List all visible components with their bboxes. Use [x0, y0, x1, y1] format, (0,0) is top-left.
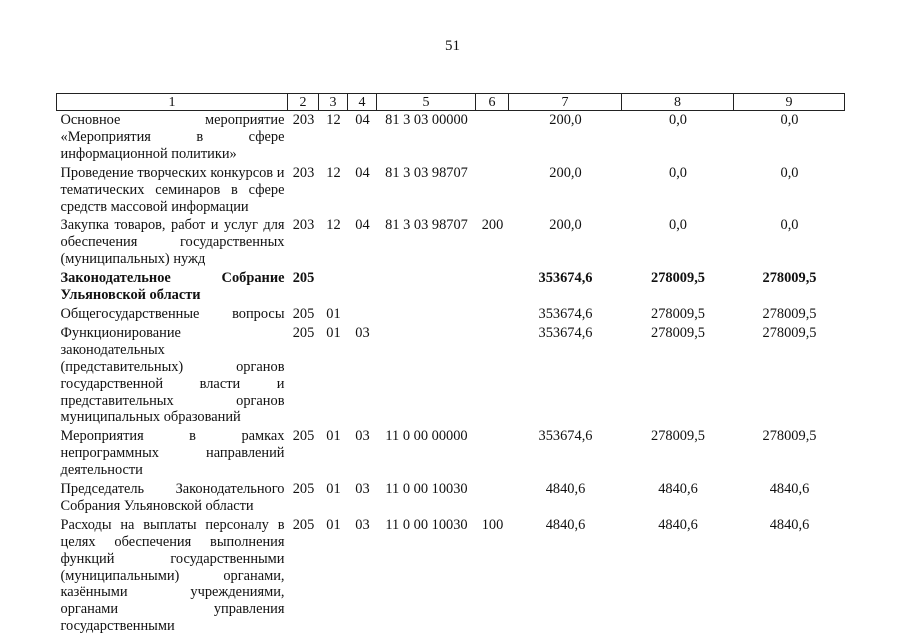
row-name: Расходы на выплаты персоналу в целях обеспечения выполнения функций государственными (муниципальными) органами, казёнными учреждениями, органами управления государственными: [60, 516, 285, 635]
row-name: Мероприятия в рамках непрограммных направлений деятельности: [60, 428, 285, 479]
cell-amount-col8: 4840,6: [658, 481, 698, 498]
cell-amount-col9: 278009,5: [762, 428, 817, 445]
cell-admin-code: 203: [292, 164, 315, 181]
cell-amount-col8: 278009,5: [651, 305, 705, 322]
row-name: Функционирование законодательных (представительных) органов государственной власти и представительных органов муниципальных образований: [60, 324, 285, 426]
table-row: [57, 516, 845, 636]
cell-target-article: 11 0 00 00000: [385, 428, 468, 445]
cell-amount-col9: 278009,5: [762, 305, 817, 322]
table-row: [57, 480, 845, 516]
cell-amount-col8: 278009,5: [651, 324, 705, 341]
cell-amount-col7: 353674,6: [538, 305, 593, 322]
cell-section: [319, 269, 348, 305]
cell-amount-col7: 200,0: [549, 164, 582, 181]
col-header-6: 6: [476, 94, 509, 111]
table-row: [57, 111, 845, 164]
cell-amount-col9: 4840,6: [769, 481, 810, 498]
cell-expense-type: [476, 269, 509, 305]
cell-amount-col9: 0,0: [780, 164, 799, 181]
cell-admin-code: 205: [292, 481, 315, 498]
cell-amount-col9: 0,0: [780, 217, 799, 234]
cell-section: 01: [326, 481, 341, 498]
cell-section: 12: [326, 164, 341, 181]
budget-table: [56, 93, 845, 636]
cell-amount-col7: 4840,6: [545, 516, 586, 533]
cell-section: 12: [326, 217, 341, 234]
cell-amount-col8: 278009,5: [651, 270, 705, 287]
table-row: [57, 216, 845, 269]
cell-target-article: 11 0 00 10030: [385, 481, 468, 498]
cell-section: 01: [326, 305, 341, 322]
table-row: [57, 427, 845, 480]
cell-expense-type: [476, 305, 509, 324]
cell-amount-col8: 0,0: [669, 164, 687, 181]
cell-amount-col7: 353674,6: [538, 324, 593, 341]
cell-amount-col7: 353674,6: [538, 270, 593, 287]
cell-admin-code: 203: [292, 112, 315, 128]
cell-section: 12: [326, 112, 341, 128]
col-header-3: 3: [319, 94, 348, 111]
cell-expense-type: 100: [481, 516, 504, 533]
table-row: [57, 269, 845, 305]
col-header-4: 4: [348, 94, 377, 111]
row-name: Законодательное Собрание Ульяновской области: [60, 270, 285, 304]
cell-target-article: 11 0 00 10030: [385, 516, 468, 533]
cell-expense-type: [476, 427, 509, 480]
col-header-7: 7: [509, 94, 622, 111]
cell-section: 01: [326, 428, 341, 445]
cell-amount-col7: 4840,6: [545, 481, 586, 498]
cell-target-article: [377, 324, 476, 427]
cell-admin-code: 205: [292, 305, 315, 322]
col-header-2: 2: [288, 94, 319, 111]
cell-amount-col9: 278009,5: [762, 324, 817, 341]
table-row: [57, 164, 845, 217]
cell-section: 01: [326, 324, 341, 341]
cell-amount-col7: 353674,6: [538, 428, 593, 445]
cell-target-article: 81 3 03 00000: [385, 112, 468, 128]
cell-amount-col9: 4840,6: [769, 516, 810, 533]
cell-target-article: [377, 269, 476, 305]
cell-expense-type: [476, 480, 509, 516]
cell-subsection: 03: [355, 324, 370, 341]
cell-admin-code: 205: [292, 270, 315, 287]
cell-amount-col7: 200,0: [549, 217, 582, 234]
cell-expense-type: [476, 324, 509, 427]
cell-subsection: 03: [355, 516, 370, 533]
cell-subsection: 03: [355, 428, 370, 445]
cell-subsection: 03: [355, 481, 370, 498]
cell-subsection: 04: [355, 217, 370, 234]
cell-admin-code: 203: [292, 217, 315, 234]
cell-subsection: 04: [355, 164, 370, 181]
cell-expense-type: [476, 111, 509, 164]
cell-expense-type: [476, 164, 509, 217]
cell-section: 01: [326, 516, 341, 533]
cell-expense-type: 200: [481, 217, 504, 234]
col-header-1: 1: [57, 94, 288, 111]
cell-amount-col7: 200,0: [549, 112, 582, 128]
col-header-5: 5: [377, 94, 476, 111]
cell-amount-col8: 0,0: [669, 217, 687, 234]
cell-admin-code: 205: [292, 428, 315, 445]
cell-subsection: [348, 305, 377, 324]
cell-amount-col8: 278009,5: [651, 428, 705, 445]
cell-amount-col9: 278009,5: [762, 270, 817, 287]
table-row: [57, 324, 845, 427]
col-header-8: 8: [622, 94, 734, 111]
row-name: Председатель Законодательного Собрания Ульяновской области: [60, 481, 285, 514]
cell-admin-code: 205: [292, 324, 315, 341]
cell-subsection: 04: [355, 112, 370, 128]
table-row: [57, 305, 845, 324]
cell-amount-col9: 0,0: [780, 112, 799, 128]
row-name: Основное мероприятие «Мероприятия в сфере информационной политики»: [60, 112, 285, 162]
cell-subsection: [348, 269, 377, 305]
row-name: Общегосударственные вопросы: [60, 305, 285, 322]
cell-target-article: 81 3 03 98707: [385, 217, 468, 234]
cell-amount-col8: 0,0: [669, 112, 687, 128]
header-row: [57, 94, 845, 111]
cell-amount-col8: 4840,6: [658, 516, 698, 533]
row-name: Проведение творческих конкурсов и тематических семинаров в сфере средств массовой информации: [60, 164, 285, 215]
row-name: Закупка товаров, работ и услуг для обеспечения государственных (муниципальных) нужд: [60, 217, 285, 268]
cell-admin-code: 205: [292, 516, 315, 533]
cell-target-article: 81 3 03 98707: [385, 164, 468, 181]
cell-target-article: [377, 305, 476, 324]
page-number: 51: [445, 38, 460, 54]
col-header-9: 9: [734, 94, 845, 111]
